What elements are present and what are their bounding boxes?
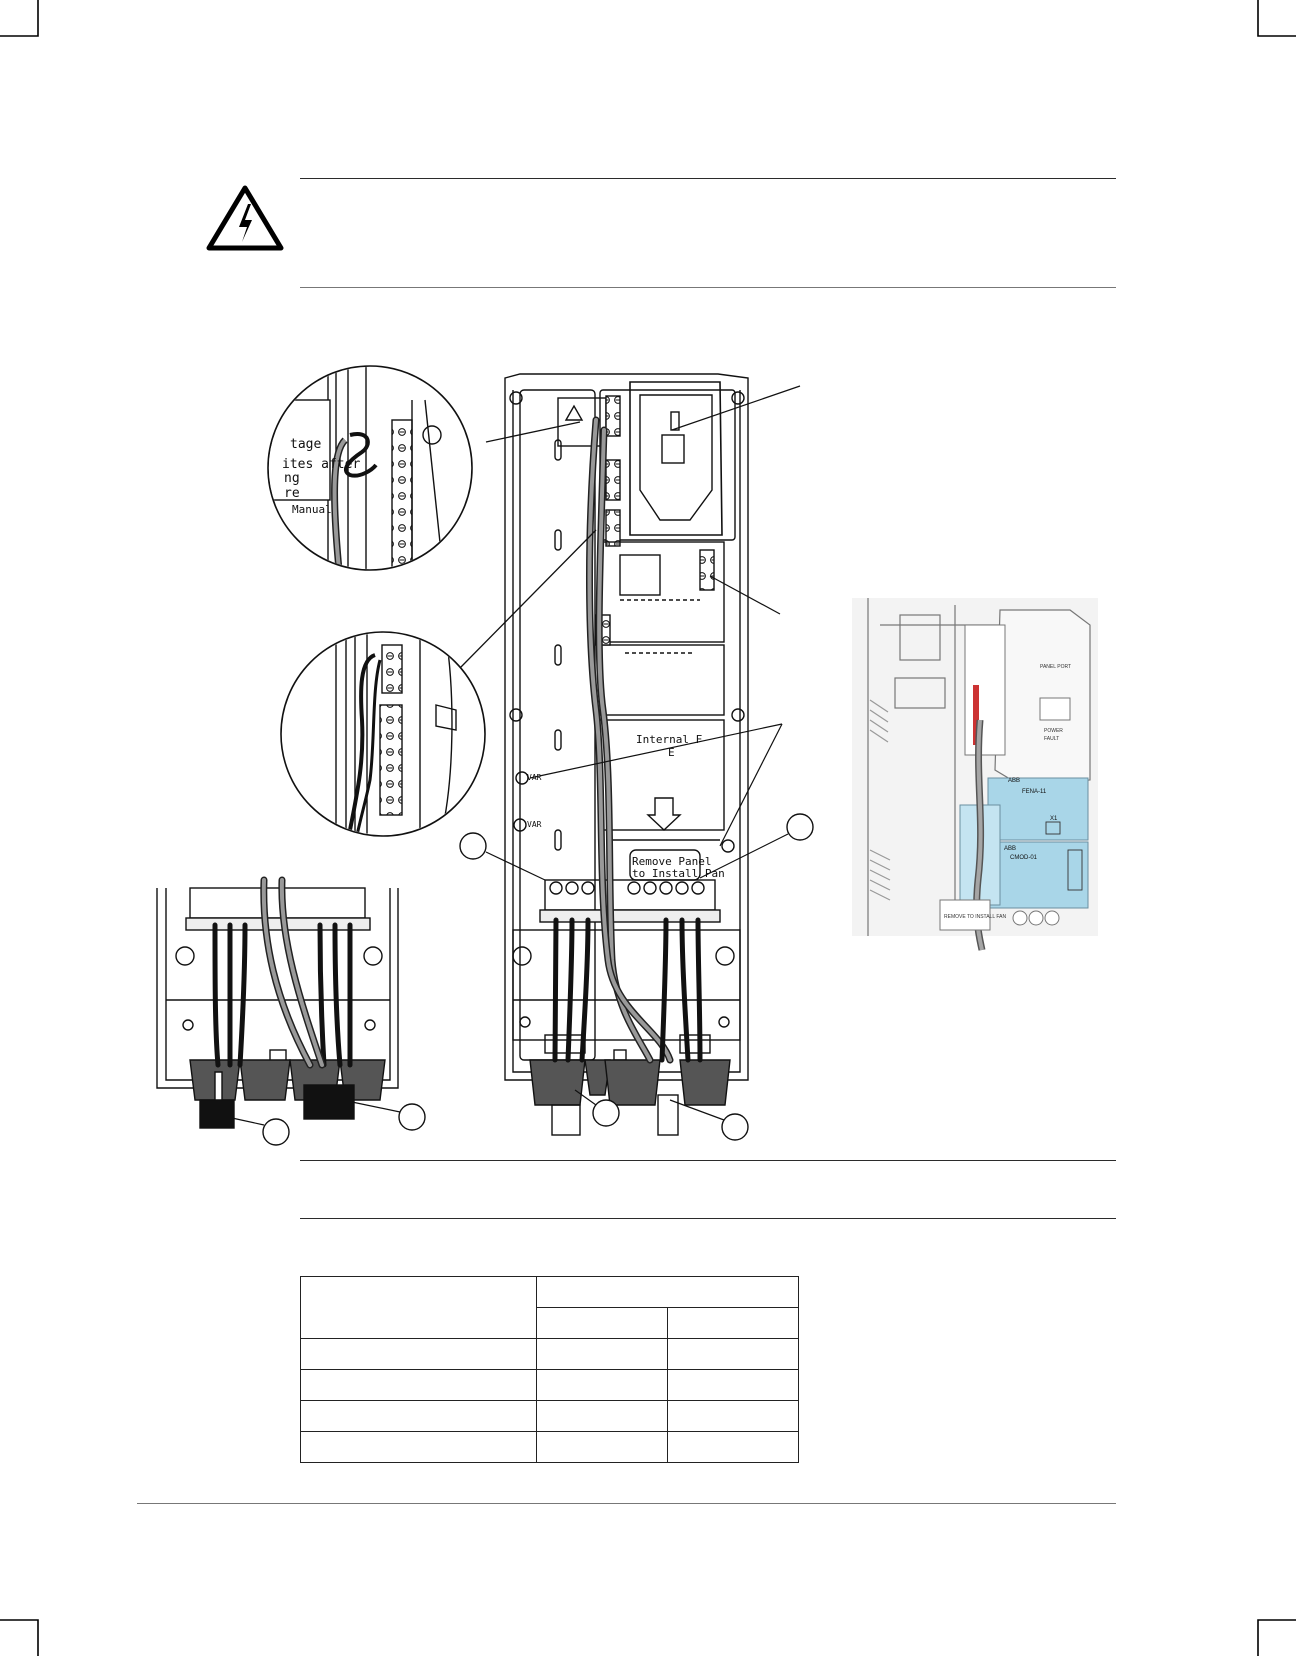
photo-fault: FAULT: [1044, 736, 1060, 742]
terminal-mark-a: VAR: [527, 773, 542, 782]
table-cell: [301, 1370, 537, 1401]
photo-power: POWER: [1044, 728, 1063, 734]
photo-x1: X1: [1050, 816, 1058, 822]
sticker-line-5: Manual: [292, 503, 332, 516]
panel-label-2: to Install Pan: [632, 867, 725, 880]
table-row: [301, 1432, 799, 1463]
sticker-line-4: re: [284, 486, 300, 501]
sticker-line-3: ng: [284, 471, 300, 486]
table-row: [301, 1370, 799, 1401]
terminal-mark-b: VAR: [527, 820, 542, 829]
table-cell: [668, 1308, 799, 1339]
photo-abb-2: ABB: [1004, 846, 1017, 852]
table-cell: [668, 1401, 799, 1432]
table-row: [301, 1339, 799, 1370]
table-cell: [668, 1339, 799, 1370]
zoom-detail-lower: [281, 530, 596, 850]
photo-abb-1: ABB: [1008, 778, 1021, 784]
sticker-line-2: ites after: [282, 457, 361, 472]
high-voltage-warning-icon: [205, 184, 285, 254]
fan-label-1: Internal F: [636, 733, 703, 746]
table-cell: [668, 1432, 799, 1463]
sticker-line-1: tage: [290, 437, 322, 452]
photo-module-lower: CMOD-01: [1010, 855, 1038, 861]
drive-bottom-detail: [157, 888, 398, 1128]
specification-table: [300, 1276, 799, 1463]
fan-label-2: E: [668, 746, 675, 759]
table-cell: [301, 1277, 537, 1339]
table-row: [301, 1277, 799, 1308]
table-cell: [537, 1339, 668, 1370]
table-cell: [537, 1277, 799, 1308]
panel-label-1: Remove Panel: [632, 855, 712, 868]
section-bottom-rule: [300, 1218, 1116, 1219]
table-cell: [537, 1308, 668, 1339]
drive-bottom-cables: [215, 880, 350, 1065]
warning-bottom-rule: [300, 287, 1116, 288]
table-cell: [301, 1432, 537, 1463]
table-cell: [537, 1432, 668, 1463]
table-cell: [301, 1339, 537, 1370]
footer-rule: [137, 1503, 1116, 1504]
drive-photo: [852, 598, 1098, 950]
table-row: [301, 1401, 799, 1432]
photo-remove-panel: REMOVE TO INSTALL FAN: [944, 914, 1007, 920]
section-top-rule: [300, 1160, 1116, 1161]
table-cell: [668, 1370, 799, 1401]
zoom-detail-upper: [250, 360, 580, 590]
photo-panel-port: PANEL PORT: [1040, 664, 1072, 670]
table-cell: [537, 1401, 668, 1432]
photo-module-upper: FENA-11: [1022, 789, 1047, 795]
table-cell: [537, 1370, 668, 1401]
table-cell: [301, 1401, 537, 1432]
warning-top-rule: [300, 178, 1116, 179]
